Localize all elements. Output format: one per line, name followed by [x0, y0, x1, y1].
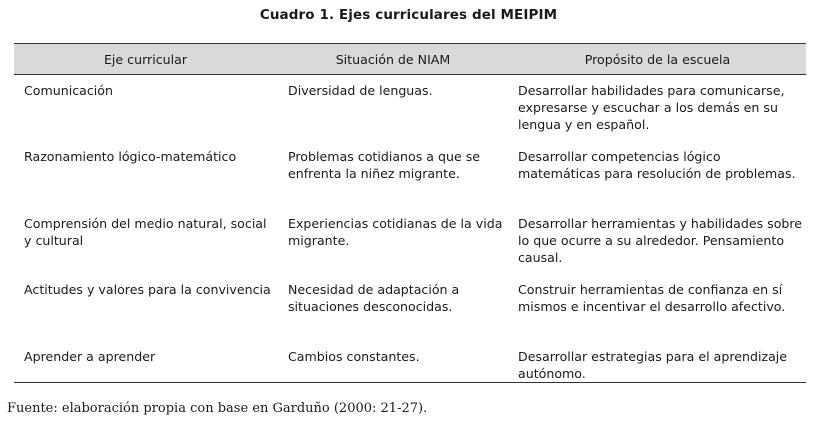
cell-eje-curricular: Comprensión del medio natural, social y cultural	[24, 216, 267, 248]
header-row	[14, 44, 806, 75]
column-header-situacion-niam: Situación de NIAM	[277, 44, 509, 75]
cell-eje-curricular: Aprender a aprender	[14, 333, 277, 383]
table-row	[14, 267, 806, 333]
source-note: Fuente: elaboración propia con base en Garduño (2000: 21-27).	[7, 401, 428, 416]
cell-situacion-niam: Diversidad de lenguas.	[288, 83, 433, 98]
cell-proposito-escuela: Desarrollar competencias lógico matemáticas para resolución de problemas.	[518, 149, 796, 181]
table-row	[14, 75, 806, 135]
table-body	[14, 75, 806, 383]
cell-proposito-escuela: Desarrollar estrategias para el aprendizaje autónomo.	[509, 333, 806, 383]
cell-situacion-niam: Experiencias cotidianas de la vida migrante.	[288, 216, 503, 248]
cell-proposito-escuela: Desarrollar habilidades para comunicarse, expresarse y escuchar a los demás en su lengua y en español.	[518, 83, 785, 132]
table-row	[14, 333, 806, 383]
table-row	[14, 200, 806, 267]
table-header	[14, 44, 806, 75]
column-header-proposito-escuela: Propósito de la escuela	[509, 44, 806, 75]
cell-situacion-niam: Problemas cotidianos a que se enfrenta la niñez migrante.	[288, 149, 481, 181]
curricular-axes-table	[14, 43, 806, 383]
table-row	[14, 134, 806, 200]
cell-proposito-escuela: Construir herramientas de confianza en sí mismos e incentivar el desarrollo afectivo.	[518, 282, 786, 314]
cell-eje-curricular: Razonamiento lógico-matemático	[24, 149, 237, 164]
cell-proposito-escuela: Desarrollar herramientas y habilidades sobre lo que ocurre a su alrededor. Pensamiento causal.	[518, 216, 803, 265]
cell-situacion-niam: Necesidad de adaptación a situaciones desconocidas.	[288, 282, 460, 314]
cell-eje-curricular: Comunicación	[24, 83, 113, 98]
column-header-eje-curricular: Eje curricular	[14, 44, 277, 75]
cell-eje-curricular: Actitudes y valores para la convivencia	[24, 282, 271, 297]
cell-situacion-niam: Cambios constantes.	[277, 333, 509, 383]
table-title: Cuadro 1. Ejes curriculares del MEIPIM	[259, 7, 558, 23]
